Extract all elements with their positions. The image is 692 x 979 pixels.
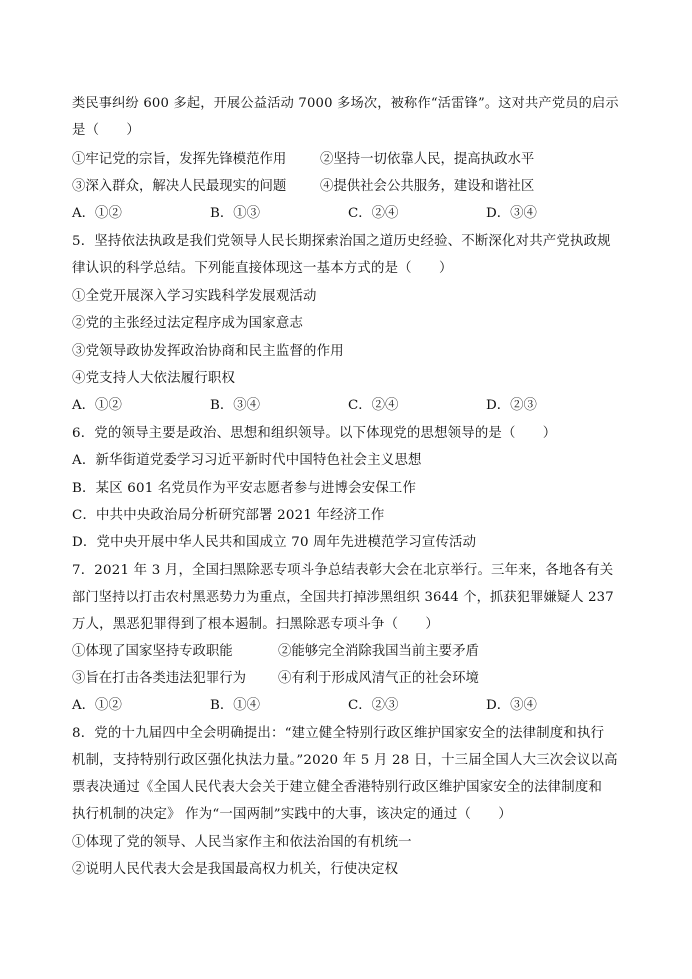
q6-option-b[interactable]: B．某区 601 名党员作为平安志愿者参与进博会安保工作 (72, 481, 417, 496)
q4-stem-line1: 类民事纠纷 600 多起，开展公益活动 7000 多场次，被称作“活雷锋”。这对共产党员的启示 (72, 96, 619, 111)
q6-option-a[interactable]: A．新华街道党委学习习近平新时代中国特色社会主义思想 (72, 453, 422, 468)
q8-stem-line2: 机制，支持特别行政区强化执法力量。”2020 年 5 月 28 日，十三届全国人大三次会议以高 (72, 753, 618, 768)
q7-option-d[interactable]: D．③④ (486, 698, 537, 713)
q5-option-a[interactable]: A．①② (72, 398, 122, 413)
q5-statement-2: ②党的主张经过法定程序成为国家意志 (72, 316, 304, 331)
q6-option-c[interactable]: C．中共中央政治局分析研究部署 2021 年经济工作 (72, 508, 385, 523)
q5-stem-line2: 律认识的科学总结。下列能直接体现这一基本方式的是（ ） (72, 261, 453, 276)
q7-stem-line2: 部门坚持以打击农村黑恶势力为重点，全国共打掉涉黑组织 3644 个，抓获犯罪嫌疑人 237 (72, 590, 614, 605)
q5-option-c[interactable]: C．②④ (348, 398, 399, 413)
q4-statement-4: ④提供社会公共服务，建设和谐社区 (320, 179, 535, 194)
q8-stem-line1: 8．党的十九届四中全会明确提出：“建立健全特别行政区维护国家安全的法律制度和执行 (72, 726, 605, 741)
q4-option-c[interactable]: C．②④ (348, 206, 399, 221)
q4-option-a[interactable]: A．①② (72, 206, 122, 221)
q7-stem-line3: 万人，黑恶犯罪得到了根本遏制。扫黑除恶专项斗争（ ） (72, 617, 439, 632)
q7-option-a[interactable]: A．①② (72, 698, 122, 713)
q4-statement-1: ①牢记党的宗旨，发挥先锋模范作用 (72, 152, 287, 167)
q5-option-d[interactable]: D．②③ (486, 398, 537, 413)
q7-statement-3: ③旨在打击各类违法犯罪行为 (72, 671, 247, 686)
q7-stem-line1: 7．2021 年 3 月，全国扫黑除恶专项斗争总结表彰大会在北京举行。三年来，各地各有关 (72, 563, 614, 578)
q4-stem-line2: 是（ ） (72, 123, 140, 138)
q8-statement-2: ②说明人民代表大会是我国最高权力机关，行使决定权 (72, 862, 399, 877)
q7-statement-4: ④有利于形成风清气正的社会环境 (278, 671, 479, 686)
q8-stem-line4: 执行机制的决定》 作为“一国两制”实践中的大事，该决定的通过（ ） (72, 807, 512, 822)
q5-option-b[interactable]: B．③④ (210, 398, 261, 413)
q6-option-d[interactable]: D．党中央开展中华人民共和国成立 70 周年先进模范学习宣传活动 (72, 535, 477, 550)
q4-statement-2: ②坚持一切依靠人民，提高执政水平 (320, 152, 535, 167)
q7-option-c[interactable]: C．②③ (348, 698, 399, 713)
q4-statement-3: ③深入群众，解决人民最现实的问题 (72, 179, 287, 194)
q5-statement-1: ①全党开展深入学习实践科学发展观活动 (72, 289, 317, 304)
q4-option-b[interactable]: B．①③ (210, 206, 261, 221)
q7-option-b[interactable]: B．①④ (210, 698, 261, 713)
q5-stem-line1: 5．坚持依法执政是我们党领导人民长期探索治国之道历史经验、不断深化对共产党执政规 (72, 234, 611, 249)
q7-statement-2: ②能够完全消除我国当前主要矛盾 (278, 644, 479, 659)
q8-statement-1: ①体现了党的领导、人民当家作主和依法治国的有机统一 (72, 835, 412, 850)
q7-statement-1: ①体现了国家坚持专政职能 (72, 644, 233, 659)
q6-stem-line1: 6．党的领导主要是政治、思想和组织领导。以下体现党的思想领导的是（ ） (72, 426, 557, 441)
q5-statement-4: ④党支持人大依法履行职权 (72, 371, 236, 386)
q4-option-d[interactable]: D．③④ (486, 206, 537, 221)
q8-stem-line3: 票表决通过《全国人民代表大会关于建立健全香港特别行政区维护国家安全的法律制度和 (72, 780, 603, 795)
q5-statement-3: ③党领导政协发挥政治协商和民主监督的作用 (72, 344, 344, 359)
